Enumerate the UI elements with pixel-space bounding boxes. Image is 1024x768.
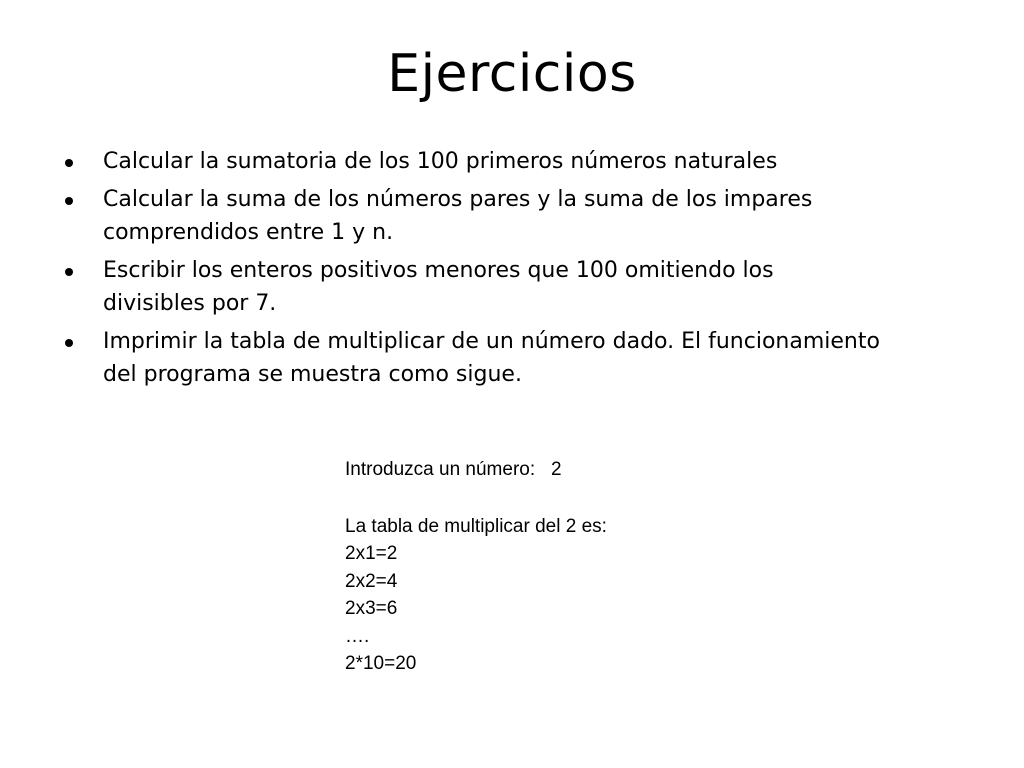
program-example [345, 456, 607, 678]
prompt-line: Introduzca un número: 2 [345, 459, 562, 480]
exercise-text: Calcular la sumatoria de los 100 primeros números naturales [103, 149, 778, 174]
bullet-icon [65, 339, 73, 347]
slide-title: Ejercicios [387, 44, 637, 104]
exercise-text: Calcular la suma de los números pares y la suma de los impares comprendidos entre 1 y n. [103, 187, 813, 245]
exercise-item [62, 254, 882, 320]
table-row: 2x3=6 [345, 598, 398, 619]
table-row: 2x1=2 [345, 543, 398, 564]
table-row: …. [345, 625, 370, 647]
table-row: 2x2=4 [345, 570, 398, 592]
blank-line [345, 484, 607, 513]
table-row: 2*10=20 [345, 653, 417, 674]
bullet-icon [65, 197, 73, 205]
bullet-icon [65, 268, 73, 276]
exercise-item [62, 183, 882, 249]
exercise-item [62, 145, 882, 178]
bullet-icon [65, 159, 73, 167]
exercise-text: Escribir los enteros positivos menores que 100 omitiendo los divisibles por 7. [103, 258, 774, 316]
exercise-list [62, 145, 882, 396]
exercise-item [62, 325, 882, 391]
table-header-line: La tabla de multiplicar del 2 es: [345, 515, 607, 537]
exercise-text: Imprimir la tabla de multiplicar de un número dado. El funcionamiento del programa se muestra como sigue. [103, 329, 880, 387]
